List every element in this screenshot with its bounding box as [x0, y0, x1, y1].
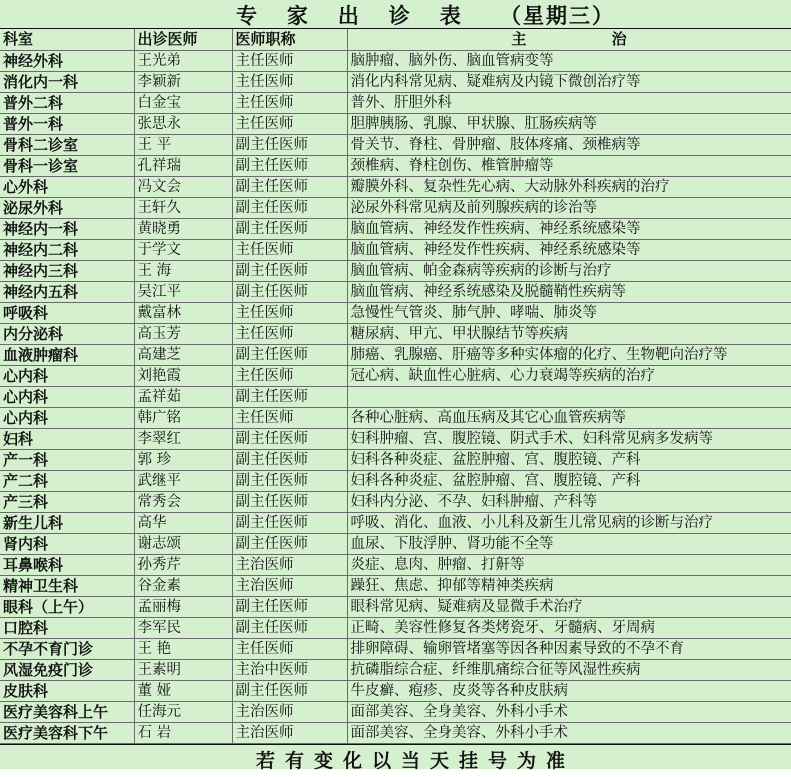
- cell-main: 脑血管病、神经发作性疾病、神经系统感染等: [347, 239, 791, 260]
- cell-main: 脑血管病、帕金森病等疾病的诊断与治疗: [347, 260, 791, 281]
- table-row: [0, 554, 791, 575]
- cell-main: 脑血管病、神经发作性疾病、神经系统感染等: [347, 218, 791, 239]
- cell-doctor: 张思永: [134, 113, 232, 134]
- cell-rank: 副主任医师: [232, 533, 347, 554]
- schedule-rows: [0, 50, 791, 743]
- cell-doctor: 董 娅: [134, 680, 232, 701]
- cell-doctor: 韩广铭: [134, 407, 232, 428]
- cell-rank: 副主任医师: [232, 218, 347, 239]
- cell-rank: 副主任医师: [232, 155, 347, 176]
- cell-rank: 副主任医师: [232, 596, 347, 617]
- cell-dept: 肾内科: [0, 533, 134, 554]
- header-rank: 医师职称: [232, 29, 347, 50]
- cell-rank: 主任医师: [232, 50, 347, 71]
- cell-dept: 心内科: [0, 407, 134, 428]
- cell-dept: 口腔科: [0, 617, 134, 638]
- cell-rank: 主任医师: [232, 365, 347, 386]
- cell-rank: 副主任医师: [232, 260, 347, 281]
- cell-main: 颈椎病、脊柱创伤、椎管肿瘤等: [347, 155, 791, 176]
- cell-main: 各种心脏病、高血压病及其它心血管疾病等: [347, 407, 791, 428]
- cell-dept: 皮肤科: [0, 680, 134, 701]
- cell-dept: 眼科（上午）: [0, 596, 134, 617]
- cell-rank: 副主任医师: [232, 428, 347, 449]
- cell-main: 正畸、美容性修复各类烤瓷牙、牙髓病、牙周病: [347, 617, 791, 638]
- cell-dept: 神经内二科: [0, 239, 134, 260]
- cell-main: 呼吸、消化、血液、小儿科及新生儿常见病的诊断与治疗: [347, 512, 791, 533]
- table-row: [0, 134, 791, 155]
- cell-main: 糖尿病、甲亢、甲状腺结节等疾病: [347, 323, 791, 344]
- header-dept: 科室: [0, 29, 134, 50]
- cell-dept: 神经内五科: [0, 281, 134, 302]
- cell-main: 瓣膜外科、复杂性先心病、大动脉外科疾病的治疗: [347, 176, 791, 197]
- cell-doctor: 吴江平: [134, 281, 232, 302]
- cell-dept: 耳鼻喉科: [0, 554, 134, 575]
- cell-rank: 副主任医师: [232, 344, 347, 365]
- table-row: [0, 533, 791, 554]
- cell-main: 脑肿瘤、脑外伤、脑血管病变等: [347, 50, 791, 71]
- cell-doctor: 戴富林: [134, 302, 232, 323]
- table-row: [0, 344, 791, 365]
- cell-rank: 主任医师: [232, 638, 347, 659]
- cell-dept: 医疗美容科下午: [0, 722, 134, 743]
- cell-main: [347, 386, 791, 407]
- cell-doctor: 武继平: [134, 470, 232, 491]
- table-row: [0, 113, 791, 134]
- cell-doctor: 常秀会: [134, 491, 232, 512]
- cell-doctor: 孙秀芹: [134, 554, 232, 575]
- cell-rank: 主治医师: [232, 701, 347, 722]
- cell-main: 妇科各种炎症、盆腔肿瘤、宫、腹腔镜、产科: [347, 470, 791, 491]
- cell-rank: 主任医师: [232, 302, 347, 323]
- cell-main: 抗磷脂综合症、纤维肌痛综合征等风湿性疾病: [347, 659, 791, 680]
- cell-dept: 普外二科: [0, 92, 134, 113]
- table-row: [0, 596, 791, 617]
- cell-main: 躁狂、焦虑、抑郁等精神类疾病: [347, 575, 791, 596]
- cell-dept: 骨科二诊室: [0, 134, 134, 155]
- cell-dept: 不孕不育门诊: [0, 638, 134, 659]
- table-row: [0, 701, 791, 722]
- cell-dept: 神经内一科: [0, 218, 134, 239]
- table-row: [0, 260, 791, 281]
- cell-dept: 呼吸科: [0, 302, 134, 323]
- cell-doctor: 高玉芳: [134, 323, 232, 344]
- cell-dept: 心内科: [0, 386, 134, 407]
- cell-doctor: 李颖新: [134, 71, 232, 92]
- cell-rank: 副主任医师: [232, 617, 347, 638]
- cell-main: 排卵障碍、输卵管堵塞等因各种因素导致的不孕不育: [347, 638, 791, 659]
- table-row: [0, 218, 791, 239]
- table-row: [0, 407, 791, 428]
- cell-main: 面部美容、全身美容、外科小手术: [347, 722, 791, 743]
- cell-main: 胆脾胰肠、乳腺、甲状腺、肛肠疾病等: [347, 113, 791, 134]
- cell-main: 泌尿外科常见病及前列腺疾病的诊治等: [347, 197, 791, 218]
- cell-doctor: 石 岩: [134, 722, 232, 743]
- cell-dept: 产一科: [0, 449, 134, 470]
- table-row: [0, 281, 791, 302]
- cell-doctor: 王光弟: [134, 50, 232, 71]
- cell-rank: 主治中医师: [232, 659, 347, 680]
- cell-dept: 血液肿瘤科: [0, 344, 134, 365]
- cell-main: 妇科内分泌、不孕、妇科肿瘤、产科等: [347, 491, 791, 512]
- cell-doctor: 任海元: [134, 701, 232, 722]
- table-row: [0, 617, 791, 638]
- header-main: 主 治: [347, 29, 791, 50]
- table-row: [0, 470, 791, 491]
- table-row: [0, 491, 791, 512]
- cell-dept: 神经内三科: [0, 260, 134, 281]
- cell-dept: 骨科一诊室: [0, 155, 134, 176]
- cell-rank: 主任医师: [232, 92, 347, 113]
- cell-dept: 产二科: [0, 470, 134, 491]
- table-row: [0, 449, 791, 470]
- cell-doctor: 高建芝: [134, 344, 232, 365]
- cell-dept: 风湿免疫门诊: [0, 659, 134, 680]
- cell-doctor: 王 艳: [134, 638, 232, 659]
- cell-doctor: 郭 珍: [134, 449, 232, 470]
- cell-doctor: 孟祥茹: [134, 386, 232, 407]
- cell-rank: 主治医师: [232, 575, 347, 596]
- table-row: [0, 92, 791, 113]
- cell-doctor: 王轩久: [134, 197, 232, 218]
- cell-rank: 主任医师: [232, 239, 347, 260]
- cell-dept: 新生儿科: [0, 512, 134, 533]
- cell-main: 眼科常见病、疑难病及显微手术治疗: [347, 596, 791, 617]
- header-row: [0, 29, 791, 50]
- cell-main: 急慢性气管炎、肺气肿、哮喘、肺炎等: [347, 302, 791, 323]
- cell-rank: 主任医师: [232, 71, 347, 92]
- table-row: [0, 575, 791, 596]
- cell-rank: 副主任医师: [232, 281, 347, 302]
- table-row: [0, 239, 791, 260]
- cell-doctor: 谷金素: [134, 575, 232, 596]
- table-row: [0, 323, 791, 344]
- table-row: [0, 680, 791, 701]
- cell-rank: 副主任医师: [232, 680, 347, 701]
- cell-rank: 副主任医师: [232, 512, 347, 533]
- cell-main: 冠心病、缺血性心脏病、心力衰竭等疾病的治疗: [347, 365, 791, 386]
- cell-main: 血尿、下肢浮肿、肾功能不全等: [347, 533, 791, 554]
- table-row: [0, 197, 791, 218]
- cell-dept: 心内科: [0, 365, 134, 386]
- cell-doctor: 李军民: [134, 617, 232, 638]
- cell-main: 肺癌、乳腺癌、肝癌等多种实体瘤的化疗、生物靶向治疗等: [347, 344, 791, 365]
- cell-rank: 副主任医师: [232, 134, 347, 155]
- table-row: [0, 176, 791, 197]
- cell-rank: 副主任医师: [232, 197, 347, 218]
- header-doctor: 出诊医师: [134, 29, 232, 50]
- cell-doctor: 王 海: [134, 260, 232, 281]
- cell-main: 妇科各种炎症、盆腔肿瘤、宫、腹腔镜、产科: [347, 449, 791, 470]
- cell-doctor: 孔祥瑞: [134, 155, 232, 176]
- cell-main: 面部美容、全身美容、外科小手术: [347, 701, 791, 722]
- table-row: [0, 722, 791, 743]
- cell-doctor: 王 平: [134, 134, 232, 155]
- cell-rank: 主任医师: [232, 407, 347, 428]
- table-row: [0, 302, 791, 323]
- cell-doctor: 黄晓勇: [134, 218, 232, 239]
- cell-dept: 产三科: [0, 491, 134, 512]
- cell-doctor: 刘艳霞: [134, 365, 232, 386]
- cell-doctor: 于学文: [134, 239, 232, 260]
- cell-dept: 神经外科: [0, 50, 134, 71]
- cell-doctor: 王素明: [134, 659, 232, 680]
- cell-rank: 副主任医师: [232, 176, 347, 197]
- cell-dept: 内分泌科: [0, 323, 134, 344]
- table-row: [0, 365, 791, 386]
- table-row: [0, 386, 791, 407]
- cell-dept: 医疗美容科上午: [0, 701, 134, 722]
- cell-rank: 副主任医师: [232, 470, 347, 491]
- table-row: [0, 50, 791, 71]
- cell-doctor: 谢志颂: [134, 533, 232, 554]
- cell-main: 牛皮癣、疱疹、皮炎等各种皮肤病: [347, 680, 791, 701]
- cell-doctor: 冯文会: [134, 176, 232, 197]
- cell-rank: 主治医师: [232, 722, 347, 743]
- cell-dept: 妇科: [0, 428, 134, 449]
- cell-rank: 主任医师: [232, 323, 347, 344]
- table-row: [0, 155, 791, 176]
- cell-main: 炎症、息肉、肿瘤、打鼾等: [347, 554, 791, 575]
- table-row: [0, 71, 791, 92]
- cell-doctor: 孟丽梅: [134, 596, 232, 617]
- cell-dept: 消化内一科: [0, 71, 134, 92]
- cell-doctor: 李翠红: [134, 428, 232, 449]
- table-row: [0, 428, 791, 449]
- cell-main: 骨关节、脊柱、骨肿瘤、肢体疼痛、颈椎病等: [347, 134, 791, 155]
- schedule-table: [0, 29, 791, 744]
- cell-dept: 普外一科: [0, 113, 134, 134]
- cell-main: 妇科肿瘤、宫、腹腔镜、阴式手术、妇科常见病多发病等: [347, 428, 791, 449]
- cell-doctor: 高华: [134, 512, 232, 533]
- footer-note: 若有变化以当天挂号为准: [0, 744, 791, 774]
- table-row: [0, 659, 791, 680]
- cell-main: 消化内科常见病、疑难病及内镜下微创治疗等: [347, 71, 791, 92]
- cell-main: 普外、肝胆外科: [347, 92, 791, 113]
- cell-dept: 心外科: [0, 176, 134, 197]
- table-row: [0, 638, 791, 659]
- cell-rank: 副主任医师: [232, 449, 347, 470]
- page-title: 专 家 出 诊 表 （星期三）: [0, 0, 791, 29]
- table-row: [0, 512, 791, 533]
- cell-dept: 泌尿外科: [0, 197, 134, 218]
- cell-main: 脑血管病、神经系统感染及脱髓鞘性疾病等: [347, 281, 791, 302]
- cell-rank: 主任医师: [232, 113, 347, 134]
- cell-dept: 精神卫生科: [0, 575, 134, 596]
- cell-rank: 主治医师: [232, 554, 347, 575]
- cell-rank: 副主任医师: [232, 386, 347, 407]
- cell-rank: 副主任医师: [232, 491, 347, 512]
- cell-doctor: 白金宝: [134, 92, 232, 113]
